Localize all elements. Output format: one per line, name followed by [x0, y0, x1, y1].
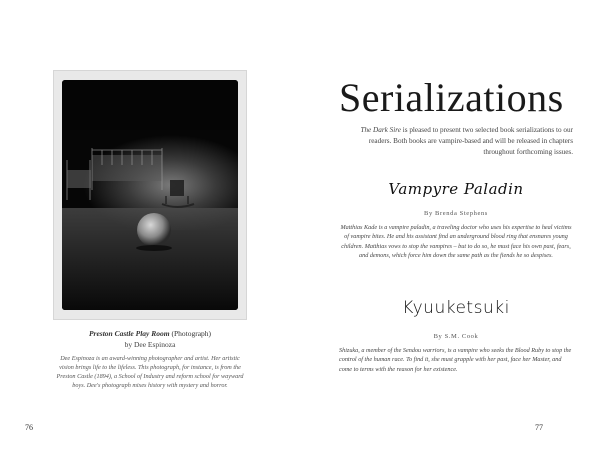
page-title: Serializations — [339, 75, 564, 120]
photo-scene — [62, 80, 238, 310]
intro-text: is pleased to present two selected book serializations to our readers. Both books are vampire-based and will be released in chapters throughout forthcoming issues. — [368, 126, 573, 156]
page-number-left: 76 — [25, 423, 33, 432]
book-title-vampyre-paladin: Vampyre Paladin — [388, 180, 524, 198]
book-byline-kyuuketsuki: By S.M. Cook — [433, 333, 479, 340]
page-number-right: 77 — [535, 423, 543, 432]
book-title-kyuuketsuki: Kyuuketsuki — [402, 298, 510, 318]
book-byline-vampyre-paladin: By Brenda Stephens — [424, 210, 488, 217]
photo-caption-byline: by Dee Espinoza — [124, 340, 176, 349]
intro-paragraph — [339, 125, 573, 158]
book-synopsis-kyuuketsuki: Shizuka, a member of the Sendou warriors, is a vampire who seeks the Blood Ruby to stop the control of the human race. To find it, she must grapple with her past, face her Master, and come to terms with the reason for her existence. — [339, 347, 572, 373]
photograph — [53, 70, 247, 320]
photo-caption-body: Dee Espinoza is an award-winning photographer and artist. Her artistic vision brings life to the lifeless. This photograph, for instance, is from the Preston Castle (1894), a School of Industry and reform school for wayward boys. Dee's photograph mixes history with mystery and horror. — [56, 355, 244, 389]
book-synopsis-vampyre-paladin: Matthias Kade is a vampire paladin, a traveling doctor who uses his expertise to heal victims of vampire bites. He and his assistant find an underground blood ring that ensnares young children. Matthias vows to stop the vampires – but to do so, he must face his own past, fears, and demons, which force him down the same path as the fiends he so despises. — [340, 224, 572, 260]
photo-caption-title — [53, 329, 247, 338]
photo-image — [62, 80, 238, 310]
publication-name: The Dark Sire — [360, 126, 401, 134]
caption-medium: (Photograph) — [171, 329, 212, 338]
caption-title-text: Preston Castle Play Room — [88, 329, 170, 338]
